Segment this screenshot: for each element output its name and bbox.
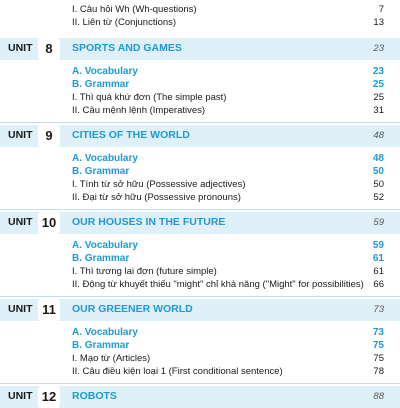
toc-entry-text: I. Mạo từ (Articles) xyxy=(72,353,151,364)
toc-entry[interactable] xyxy=(72,17,384,29)
toc-entry-text: A. Vocabulary xyxy=(72,240,138,251)
toc-entry-text: I. Tính từ sở hữu (Possessive adjectives) xyxy=(72,179,246,190)
toc-entry-text: B. Grammar xyxy=(72,79,130,90)
toc-entry[interactable] xyxy=(72,179,384,191)
toc-entry-text: B. Grammar xyxy=(72,253,130,264)
toc-entry-page: 75 xyxy=(372,340,384,351)
unit-header[interactable] xyxy=(0,299,400,321)
toc-entry-page: 25 xyxy=(373,92,384,103)
unit-label: UNIT xyxy=(8,216,33,228)
toc-entry-page: 61 xyxy=(373,266,384,277)
unit-header[interactable] xyxy=(0,386,400,408)
toc-entry-page: 73 xyxy=(372,327,384,338)
toc-entry-text: I. Thì quá khứ đơn (The simple past) xyxy=(72,92,227,103)
unit-label: UNIT xyxy=(8,390,33,402)
unit-header[interactable] xyxy=(0,212,400,234)
toc-entry-page: 31 xyxy=(373,105,384,116)
unit-page: 73 xyxy=(373,304,384,315)
toc-entry-page: 23 xyxy=(372,66,384,77)
divider xyxy=(0,122,400,123)
toc-entry-page: 50 xyxy=(372,166,384,177)
unit-number-badge: 10 xyxy=(38,212,60,234)
toc-entry-grammar[interactable] xyxy=(72,340,384,352)
unit-number-badge: 9 xyxy=(38,125,60,147)
unit-label: UNIT xyxy=(8,129,33,141)
toc-entry-page: 25 xyxy=(372,79,384,90)
divider xyxy=(0,296,400,297)
unit-page: 48 xyxy=(373,130,384,141)
toc-entry-page: 75 xyxy=(373,353,384,364)
toc-entry-page: 78 xyxy=(373,366,384,377)
unit-header[interactable] xyxy=(0,38,400,60)
toc-entry-page: 59 xyxy=(372,240,384,251)
toc-entry[interactable] xyxy=(72,266,384,278)
toc-entry-text: A. Vocabulary xyxy=(72,327,138,338)
toc-entry-text: II. Đại từ sở hữu (Possessive pronouns) xyxy=(72,192,241,203)
unit-number-badge: 8 xyxy=(38,38,60,60)
toc-entry-text: II. Liên từ (Conjunctions) xyxy=(72,17,177,28)
toc-entry[interactable] xyxy=(72,353,384,365)
unit-title: OUR GREENER WORLD xyxy=(72,303,193,315)
unit-label: UNIT xyxy=(8,303,33,315)
toc-entry-text: II. Câu điều kiện loại 1 (First conditional sentence) xyxy=(72,366,283,377)
unit-title: SPORTS AND GAMES xyxy=(72,42,182,54)
toc-entry-page: 66 xyxy=(373,279,384,290)
toc-entry-vocabulary[interactable] xyxy=(72,153,384,165)
unit-label: UNIT xyxy=(8,42,33,54)
toc-entry-text: A. Vocabulary xyxy=(72,153,138,164)
toc-entry[interactable] xyxy=(72,4,384,16)
toc-entry[interactable] xyxy=(72,192,384,204)
unit-page: 23 xyxy=(373,43,384,54)
unit-page: 88 xyxy=(373,391,384,402)
toc-entry-page: 48 xyxy=(372,153,384,164)
toc-entry-page: 50 xyxy=(373,179,384,190)
divider xyxy=(0,209,400,210)
toc-entry-text: II. Câu mệnh lệnh (Imperatives) xyxy=(72,105,206,116)
toc-entry-page: 52 xyxy=(373,192,384,203)
divider xyxy=(0,383,400,384)
toc-entry[interactable] xyxy=(72,279,384,291)
toc-entry-page: 61 xyxy=(372,253,384,264)
unit-title: OUR HOUSES IN THE FUTURE xyxy=(72,216,226,228)
toc-entry-vocabulary[interactable] xyxy=(72,66,384,78)
unit-title: ROBOTS xyxy=(72,390,117,402)
toc-entry-text: B. Grammar xyxy=(72,340,130,351)
toc-entry-text: II. Động từ khuyết thiếu "might" chỉ khả năng ("Might" for possibilities) xyxy=(72,279,364,290)
toc-entry-grammar[interactable] xyxy=(72,253,384,265)
toc-entry-text: I. Câu hỏi Wh (Wh-questions) xyxy=(72,4,197,15)
toc-entry-vocabulary[interactable] xyxy=(72,240,384,252)
toc-entry[interactable] xyxy=(72,366,384,378)
unit-page: 59 xyxy=(373,217,384,228)
toc-entry-grammar[interactable] xyxy=(72,166,384,178)
toc-entry-grammar[interactable] xyxy=(72,79,384,91)
unit-number-badge: 11 xyxy=(38,299,60,321)
unit-number-badge: 12 xyxy=(38,386,60,408)
toc-entry-page: 13 xyxy=(373,17,384,28)
unit-title: CITIES OF THE WORLD xyxy=(72,129,190,141)
toc-entry[interactable] xyxy=(72,105,384,117)
unit-header[interactable] xyxy=(0,125,400,147)
toc-entry-text: A. Vocabulary xyxy=(72,66,138,77)
toc-entry-text: B. Grammar xyxy=(72,166,130,177)
toc-entry-vocabulary[interactable] xyxy=(72,327,384,339)
toc-entry[interactable] xyxy=(72,92,384,104)
toc-entry-page: 7 xyxy=(378,4,384,15)
toc-entry-text: I. Thì tương lai đơn (future simple) xyxy=(72,266,217,277)
